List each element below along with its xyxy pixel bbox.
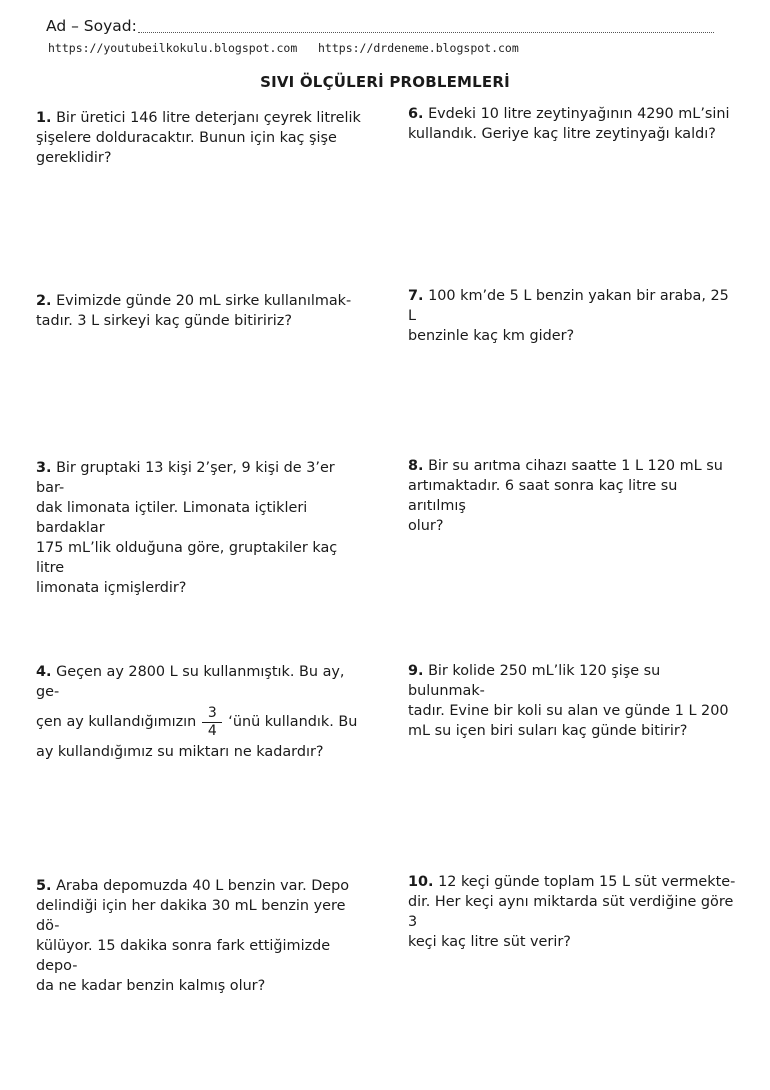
question-number: 2. bbox=[36, 293, 52, 309]
question-text-line: Bir gruptaki 13 kişi 2’şer, 9 kişi de 3’er bar- bbox=[36, 460, 335, 496]
question-text-line: benzinle kaç km gider? bbox=[408, 328, 575, 344]
question-number: 3. bbox=[36, 460, 52, 476]
question-text-line: Bir kolide 250 mL’lik 120 şişe su bulunmak- bbox=[408, 663, 661, 699]
question-number: 6. bbox=[408, 106, 424, 122]
fraction-numerator: 3 bbox=[207, 704, 217, 721]
question-number: 5. bbox=[36, 878, 52, 894]
question-1 bbox=[36, 108, 366, 168]
question-8 bbox=[408, 456, 738, 536]
question-text-line: artımaktadır. 6 saat sonra kaç litre su arıtılmış bbox=[408, 478, 678, 514]
question-text-line: 100 km’de 5 L benzin yakan bir araba, 25 L bbox=[408, 288, 729, 324]
question-text-line: dir. Her keçi aynı miktarda süt verdiğine göre 3 bbox=[408, 894, 734, 930]
question-text-line: 175 mL’lik olduğuna göre, gruptakiler kaç litre bbox=[36, 540, 338, 576]
question-number: 1. bbox=[36, 110, 52, 126]
question-text-line: Evdeki 10 litre zeytinyağının 4290 mL’sini bbox=[428, 106, 730, 122]
question-number: 7. bbox=[408, 288, 424, 304]
question-6 bbox=[408, 104, 738, 144]
question-7 bbox=[408, 286, 738, 346]
question-text-line: Evimizde günde 20 mL sirke kullanılmak- bbox=[56, 293, 352, 309]
question-text-line: tadır. 3 L sirkeyi kaç günde bitiririz? bbox=[36, 313, 292, 329]
question-text-line: mL su içen biri suları kaç günde bitirir? bbox=[408, 723, 688, 739]
question-number: 9. bbox=[408, 663, 424, 679]
name-field-row bbox=[46, 16, 714, 40]
question-text-line: tadır. Evine bir koli su alan ve günde 1 L 200 bbox=[408, 703, 729, 719]
url-youtubeilkokulu[interactable]: https://youtubeilkokulu.blogspot.com bbox=[48, 41, 298, 55]
question-text-line: da ne kadar benzin kalmış olur? bbox=[36, 978, 266, 994]
question-text-line: Bir üretici 146 litre deterjanı çeyrek litrelik bbox=[56, 110, 361, 126]
question-text-line: kullandık. Geriye kaç litre zeytinyağı kaldı? bbox=[408, 126, 716, 142]
question-text-line: 12 keçi günde toplam 15 L süt vermekte- bbox=[438, 874, 736, 890]
question-text-line: gereklidir? bbox=[36, 150, 112, 166]
question-text-line: limonata içmişlerdir? bbox=[36, 580, 187, 596]
fraction-three-quarters bbox=[202, 706, 222, 739]
question-text-line: Geçen ay 2800 L su kullanmıştık. Bu ay, ge- bbox=[36, 664, 345, 700]
question-9 bbox=[408, 661, 738, 741]
question-text-line: olur? bbox=[408, 518, 444, 534]
question-text-line: dak limonata içtiler. Limonata içtikleri bardaklar bbox=[36, 500, 308, 536]
question-4 bbox=[36, 662, 366, 762]
page-title: SIVI ÖLÇÜLERİ PROBLEMLERİ bbox=[260, 73, 510, 91]
question-text-line: külüyor. 15 dakika sonra fark ettiğimizde depo- bbox=[36, 938, 331, 974]
question-2 bbox=[36, 291, 366, 331]
question-number: 10. bbox=[408, 874, 434, 890]
name-dotted-line bbox=[138, 32, 714, 33]
question-text-line: ay kullandığımız su miktarı ne kadardır? bbox=[36, 744, 324, 760]
question-text-line: şişelere dolduracaktır. Bunun için kaç şişe bbox=[36, 130, 337, 146]
question-text-line: keçi kaç litre süt verir? bbox=[408, 934, 571, 950]
question-text-line: ‘ünü kullandık. Bu bbox=[228, 714, 358, 730]
question-10 bbox=[408, 872, 738, 952]
question-text-line: delindiği için her dakika 30 mL benzin yere dö- bbox=[36, 898, 346, 934]
question-number: 8. bbox=[408, 458, 424, 474]
fraction-denominator: 4 bbox=[207, 722, 217, 739]
question-text-line: çen ay kullandığımızın bbox=[36, 714, 197, 730]
question-text-line: Araba depomuzda 40 L benzin var. Depo bbox=[56, 878, 350, 894]
name-label: Ad – Soyad: bbox=[46, 17, 137, 35]
question-text-line: Bir su arıtma cihazı saatte 1 L 120 mL su bbox=[428, 458, 723, 474]
url-drdeneme[interactable]: https://drdeneme.blogspot.com bbox=[318, 41, 519, 55]
question-3 bbox=[36, 458, 366, 598]
question-5 bbox=[36, 876, 366, 996]
question-number: 4. bbox=[36, 664, 52, 680]
